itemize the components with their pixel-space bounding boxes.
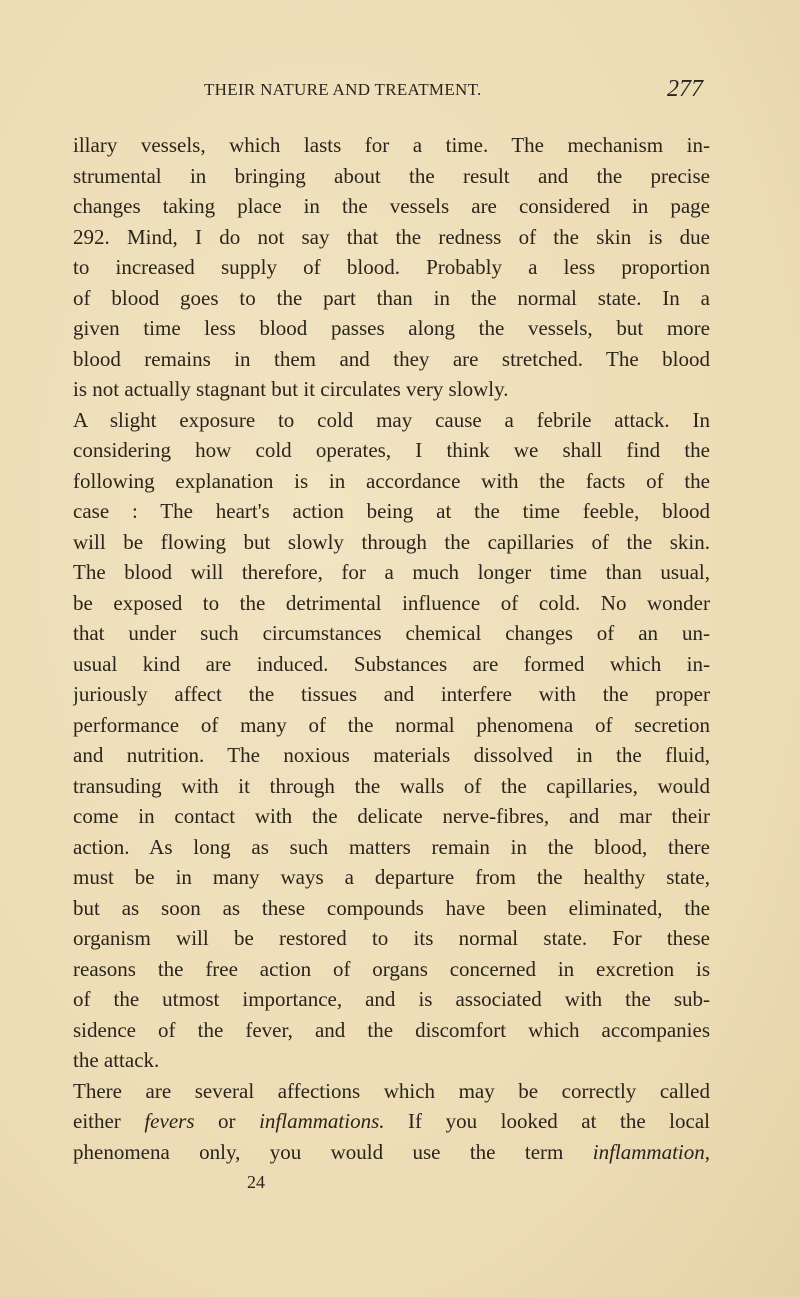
text-segment: juriously affect the tissues and interfere with the proper — [73, 682, 710, 706]
text-line — [73, 649, 710, 680]
text-line — [73, 344, 710, 375]
text-segment: case : The heart's action being at the time feeble, blood — [73, 499, 710, 523]
text-line — [73, 130, 710, 161]
text-segment: blood remains in them and they are stretched. The blood — [73, 346, 710, 371]
text-segment: If you looked at the local — [384, 1109, 710, 1133]
text-segment: be exposed to the detrimental influence of cold. No wonder — [73, 590, 710, 615]
text-segment: action. As long as such matters remain in the blood, there — [73, 834, 710, 859]
text-line — [73, 466, 710, 497]
text-segment: is not actually stagnant but it circulates very slowly. — [73, 377, 509, 401]
text-line — [73, 771, 710, 802]
text-segment: that under such circumstances chemical changes of an un- — [73, 621, 710, 645]
text-line — [73, 252, 710, 283]
text-segment: come in contact with the delicate nerve-fibres, and mar their — [73, 804, 710, 828]
text-segment: , — [704, 1139, 710, 1164]
text-segment: There are several affections which may be correctly called — [73, 1078, 710, 1103]
text-line — [73, 893, 710, 924]
text-line — [73, 588, 710, 619]
text-segment: phenomena only, you would use the term — [73, 1139, 593, 1164]
text-line — [73, 1076, 710, 1107]
text-segment: strumental in bringing about the result and the precise — [73, 163, 710, 188]
text-line — [73, 496, 710, 527]
text-line — [73, 862, 710, 893]
body-text — [73, 130, 710, 1167]
text-line — [73, 618, 710, 649]
text-line — [73, 527, 710, 558]
text-segment: given time less blood passes along the vessels, but more — [73, 316, 710, 340]
text-line — [73, 679, 710, 710]
text-segment: considering how cold operates, I think we shall find the — [73, 438, 710, 462]
text-line — [73, 954, 710, 985]
text-segment: or — [194, 1109, 260, 1133]
text-line — [73, 740, 710, 771]
text-line — [73, 1106, 710, 1137]
text-line — [73, 405, 710, 436]
text-line — [73, 1137, 710, 1168]
signature-mark: 24 — [247, 1172, 265, 1192]
text-line — [73, 984, 710, 1015]
text-line — [73, 1015, 710, 1046]
text-segment: changes taking place in the vessels are considered in page — [73, 194, 710, 218]
text-line — [73, 374, 710, 405]
text-line — [73, 557, 710, 588]
italic-term: fevers — [144, 1109, 195, 1133]
text-segment: reasons the free action of organs concerned in excretion is — [73, 956, 710, 981]
text-line — [73, 1045, 710, 1076]
italic-term: inflammation — [592, 1139, 705, 1164]
text-segment: to increased supply of blood. Probably a less proportion — [73, 255, 710, 279]
text-segment: A slight exposure to cold may cause a febrile attack. In — [73, 407, 710, 432]
text-segment: 292. Mind, I do not say that the redness of the skin is due — [73, 224, 710, 249]
text-line — [73, 832, 710, 863]
text-segment: performance of many of the normal phenomena of secretion — [73, 712, 710, 737]
text-segment: the attack. — [73, 1048, 160, 1072]
running-head: THEIR NATURE AND TREATMENT. — [204, 80, 482, 99]
text-segment: following explanation is in accordance with the facts of the — [73, 468, 710, 493]
text-segment: illary vessels, which lasts for a time. The mechanism in- — [73, 133, 710, 157]
text-line — [73, 313, 710, 344]
text-segment: must be in many ways a departure from the healthy state, — [73, 865, 710, 889]
text-line — [73, 283, 710, 314]
text-segment: of blood goes to the part than in the normal state. In a — [73, 285, 710, 310]
text-line — [73, 801, 710, 832]
text-line — [73, 191, 710, 222]
text-line — [73, 222, 710, 253]
page-number: 277 — [667, 76, 703, 102]
text-segment: of the utmost importance, and is associated with the sub- — [73, 987, 710, 1011]
text-segment: organism will be restored to its normal state. For these — [73, 926, 710, 950]
text-segment: usual kind are induced. Substances are formed which in- — [73, 651, 710, 676]
text-segment: will be flowing but slowly through the capillaries of the skin. — [73, 529, 710, 554]
text-segment: but as soon as these compounds have been eliminated, the — [73, 895, 710, 920]
text-segment: and nutrition. The noxious materials dissolved in the fluid, — [73, 743, 710, 767]
text-segment: The blood will therefore, for a much longer time than usual, — [73, 560, 710, 584]
text-segment: either — [73, 1109, 145, 1133]
text-line — [73, 161, 710, 192]
text-line — [73, 435, 710, 466]
text-segment: sidence of the fever, and the discomfort which accompanies — [73, 1017, 710, 1042]
italic-term: inflammations. — [259, 1109, 385, 1133]
text-line — [73, 923, 710, 954]
text-line — [73, 710, 710, 741]
text-segment: transuding with it through the walls of the capillaries, would — [73, 773, 710, 798]
